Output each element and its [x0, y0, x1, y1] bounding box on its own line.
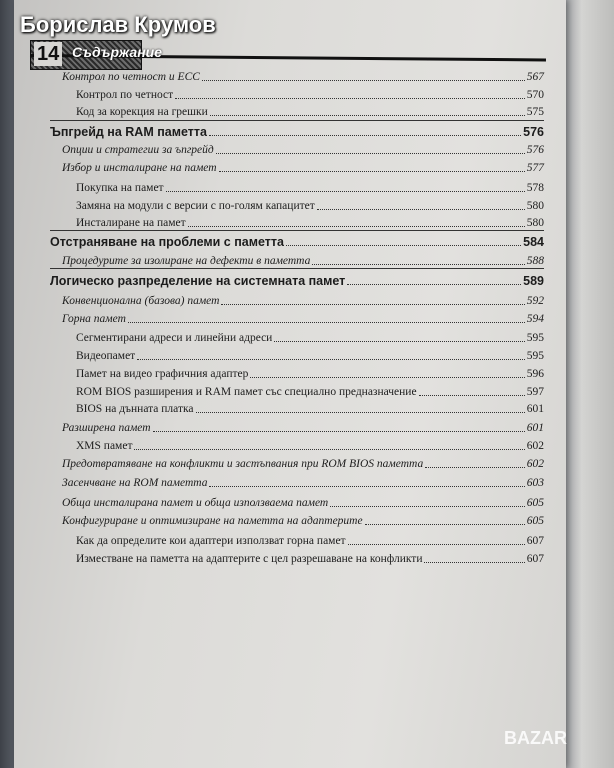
toc-entry-title: Как да определите кои адаптери използват горна памет	[76, 535, 346, 547]
toc-entry-title: Конвенционална (базова) памет	[62, 295, 220, 307]
toc-entry-title: Инсталиране на памет	[76, 217, 186, 229]
toc-entry-page: 596	[526, 368, 544, 380]
toc-entry	[50, 274, 544, 288]
toc-entry-page: 577	[526, 162, 544, 174]
toc-entry-page: 605	[526, 515, 544, 527]
toc-entry	[76, 367, 544, 381]
toc-entry-title: Отстраняване на проблеми с паметта	[50, 235, 284, 249]
toc-entry-leader	[128, 322, 525, 323]
toc-entry-title: Опции и стратегии за ъпгрейд	[62, 144, 214, 156]
toc-entry-title: Избор и инсталиране на памет	[62, 162, 217, 174]
toc-entry	[62, 254, 544, 268]
toc-entry	[76, 88, 544, 102]
watermark: BAZAR	[504, 728, 567, 748]
toc-entry-page: 589	[523, 274, 544, 288]
toc-entry-page: 580	[526, 217, 544, 229]
toc-entry	[76, 331, 544, 345]
toc-entry	[62, 476, 544, 490]
toc-entry-leader	[312, 264, 524, 265]
toc-entry-leader	[317, 209, 525, 210]
toc-entry-leader	[137, 359, 525, 360]
toc-entry	[62, 143, 544, 157]
toc-entry-page: 602	[526, 440, 544, 452]
toc-entry-page: 592	[526, 295, 544, 307]
toc-entry-leader	[175, 98, 525, 99]
toc-entry-page: 575	[526, 106, 544, 118]
toc-entry-leader	[221, 304, 524, 305]
toc-entry-leader	[330, 506, 525, 507]
toc-entry-title: Горна памет	[62, 313, 126, 325]
toc-entry-page: 576	[523, 125, 544, 139]
toc-entry-leader	[202, 80, 525, 81]
toc-entry-page: 567	[526, 71, 544, 83]
author-overlay: Борислав Крумов	[20, 12, 216, 37]
toc-entry-page: 605	[526, 497, 544, 509]
toc-entry-leader	[196, 412, 525, 413]
toc-entry-leader	[210, 115, 525, 116]
toc-entry	[76, 402, 544, 416]
toc-entry-title: Ъпгрейд на RAM паметта	[50, 125, 207, 139]
toc-entry-leader	[188, 226, 525, 227]
toc-entry-page: 597	[526, 386, 544, 398]
toc-entry-title: Покупка на памет	[76, 182, 164, 194]
toc-entry-page: 580	[526, 200, 544, 212]
toc-entry-title: BIOS на дънната платка	[76, 403, 194, 415]
toc-entry	[76, 552, 544, 566]
toc-entry-page: 595	[526, 350, 544, 362]
toc-entry-title: Замяна на модули с версии с по-голям капацитет	[76, 200, 315, 212]
toc-entry-title: Засенчване на ROM паметта	[62, 477, 208, 489]
toc-entry-title: ROM BIOS разширения и RAM памет със специално предназначение	[76, 386, 417, 398]
toc-entry-page: 570	[526, 89, 544, 101]
toc-entry-leader	[274, 341, 524, 342]
toc-entry	[76, 439, 544, 453]
toc-entry-title: Памет на видео графичния адаптер	[76, 368, 249, 380]
toc-entry	[62, 294, 544, 308]
toc-entry-title: Обща инсталирана памет и обща използваема памет	[62, 497, 329, 509]
toc-entry-page: 601	[526, 422, 544, 434]
toc-entry-page: 588	[526, 255, 544, 267]
toc-entry-title: Код за корекция на грешки	[76, 106, 208, 118]
toc-entry	[76, 105, 544, 119]
toc-entry	[62, 421, 544, 435]
toc-entry	[62, 514, 544, 528]
section-rule	[50, 120, 544, 121]
toc-entry-leader	[166, 191, 525, 192]
toc-entry-leader	[425, 467, 525, 468]
toc-entry-title: Предотвратяване на конфликти и застъпвания при ROM BIOS паметта	[62, 458, 424, 470]
toc-entry-leader	[216, 153, 525, 154]
toc-entry-leader	[424, 562, 524, 563]
toc-entry-title: Контрол по четност	[76, 89, 174, 101]
toc-entry-title: Процедурите за изолиране на дефекти в паметта	[62, 255, 311, 267]
toc-entry	[62, 312, 544, 326]
section-rule	[50, 230, 544, 231]
toc-entry-title: Логическо разпределение на системната памет	[50, 274, 346, 288]
toc-entry	[62, 496, 544, 510]
toc-entry-page: 595	[526, 332, 544, 344]
toc-entry	[76, 385, 544, 399]
toc-entry-title: Разширена памет	[62, 422, 151, 434]
toc-entry	[62, 161, 544, 175]
toc-entry-leader	[347, 284, 521, 285]
toc-entry-leader	[209, 486, 524, 487]
toc-entry-leader	[250, 377, 524, 378]
toc-entry-leader	[209, 135, 521, 136]
toc-entry-title: Сегментирани адреси и линейни адреси	[76, 332, 273, 344]
toc-entry-page: 607	[526, 553, 544, 565]
toc-entry	[76, 181, 544, 195]
toc-entry-page: 584	[523, 235, 544, 249]
toc-entry-leader	[365, 524, 525, 525]
toc-entry-leader	[219, 171, 525, 172]
toc-entry-page: 594	[526, 313, 544, 325]
toc-entry	[62, 457, 544, 471]
toc-entry-page: 607	[526, 535, 544, 547]
toc-entry-page: 578	[526, 182, 544, 194]
section-title: Съдържание	[72, 44, 162, 60]
toc-entry	[50, 235, 544, 249]
section-rule	[50, 268, 544, 269]
toc-entry-page: 601	[526, 403, 544, 415]
toc-entry-page: 603	[526, 477, 544, 489]
toc-entry-title: Видеопамет	[76, 350, 136, 362]
toc-entry	[76, 199, 544, 213]
toc-entry	[50, 125, 544, 139]
toc-entry-page: 602	[526, 458, 544, 470]
toc-entry-leader	[348, 544, 525, 545]
toc-entry	[62, 70, 544, 84]
toc-entry-leader	[286, 245, 521, 246]
toc-entry	[76, 534, 544, 548]
toc-entry-leader	[134, 449, 524, 450]
toc-entry	[76, 216, 544, 230]
page-number: 14	[34, 42, 62, 66]
toc-entry-leader	[419, 395, 525, 396]
toc-entry-title: XMS памет	[76, 440, 133, 452]
toc-entry-title: Конфигуриране и оптимизиране на паметта на адаптерите	[62, 515, 363, 527]
toc-entry-title: Изместване на паметта на адаптерите с цел разрешаване на конфликти	[76, 553, 423, 565]
toc-entry-title: Контрол по четност и ECC	[62, 71, 200, 83]
toc-entry	[76, 349, 544, 363]
toc-entry-page: 576	[526, 144, 544, 156]
toc-entry-leader	[153, 431, 525, 432]
